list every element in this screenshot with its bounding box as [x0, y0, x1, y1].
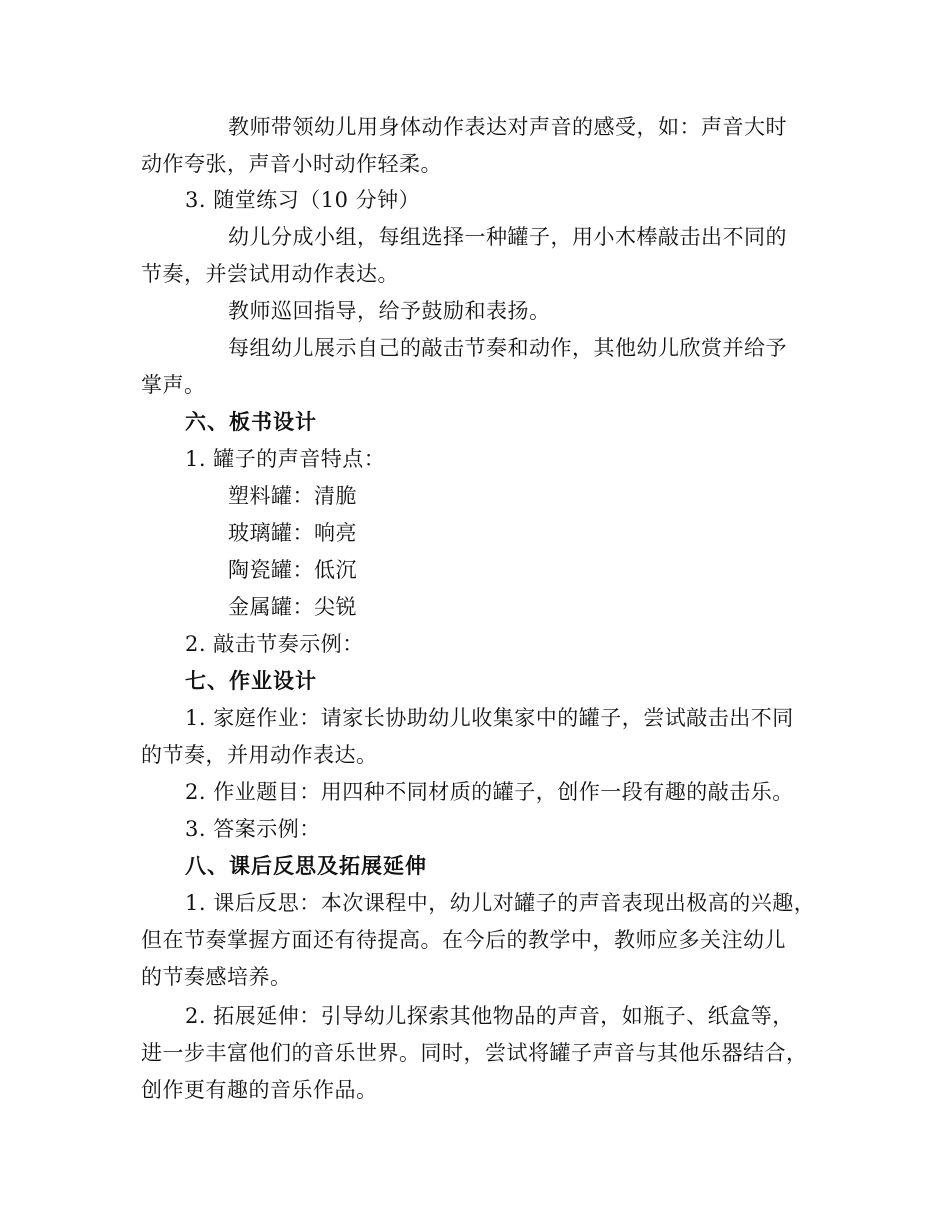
list-item: 玻璃罐：响亮 — [228, 521, 357, 545]
paragraph-line: 但在节奏掌握方面还有待提高。在今后的教学中，教师应多关注幼儿 — [141, 928, 786, 952]
paragraph-line: 的节奏，并用动作表达。 — [141, 743, 378, 767]
list-item: 1. 课后反思：本次课程中，幼儿对罐子的声音表现出极高的兴趣， — [185, 891, 816, 915]
paragraph-line: 的节奏感培养。 — [141, 965, 292, 989]
list-item: 2. 敲击节奏示例： — [185, 632, 364, 656]
section-heading: 八、课后反思及拓展延伸 — [185, 854, 427, 878]
paragraph-line: 动作夸张，声音小时动作轻柔。 — [141, 152, 442, 176]
paragraph-line: 教师带领幼儿用身体动作表达对声音的感受，如：声音大时 — [228, 115, 787, 139]
list-item: 2. 作业题目：用四种不同材质的罐子，创作一段有趣的敲击乐。 — [185, 780, 794, 804]
list-item: 1. 罐子的声音特点： — [185, 447, 386, 471]
section-heading: 六、板书设计 — [185, 410, 317, 434]
paragraph-line: 掌声。 — [141, 373, 206, 397]
list-item: 1. 家庭作业：请家长协助幼儿收集家中的罐子，尝试敲击出不同 — [185, 706, 794, 730]
list-item: 3. 随堂练习（10 分钟） — [185, 188, 421, 212]
list-item: 塑料罐：清脆 — [228, 484, 357, 508]
paragraph-line: 每组幼儿展示自己的敲击节奏和动作，其他幼儿欣赏并给予 — [228, 336, 787, 360]
paragraph-line: 进一步丰富他们的音乐世界。同时，尝试将罐子声音与其他乐器结合， — [141, 1041, 808, 1065]
list-item: 金属罐：尖锐 — [228, 595, 357, 619]
paragraph-line: 节奏，并尝试用动作表达。 — [141, 262, 399, 286]
list-item: 3. 答案示例： — [185, 817, 321, 841]
paragraph-line: 幼儿分成小组，每组选择一种罐子，用小木棒敲击出不同的 — [228, 225, 787, 249]
list-item: 2. 拓展延伸：引导幼儿探索其他物品的声音，如瓶子、纸盒等， — [185, 1004, 794, 1028]
section-heading: 七、作业设计 — [185, 669, 317, 693]
paragraph-line: 创作更有趣的音乐作品。 — [141, 1078, 378, 1102]
list-item: 陶瓷罐：低沉 — [228, 558, 357, 582]
paragraph-line: 教师巡回指导，给予鼓励和表扬。 — [228, 299, 551, 323]
